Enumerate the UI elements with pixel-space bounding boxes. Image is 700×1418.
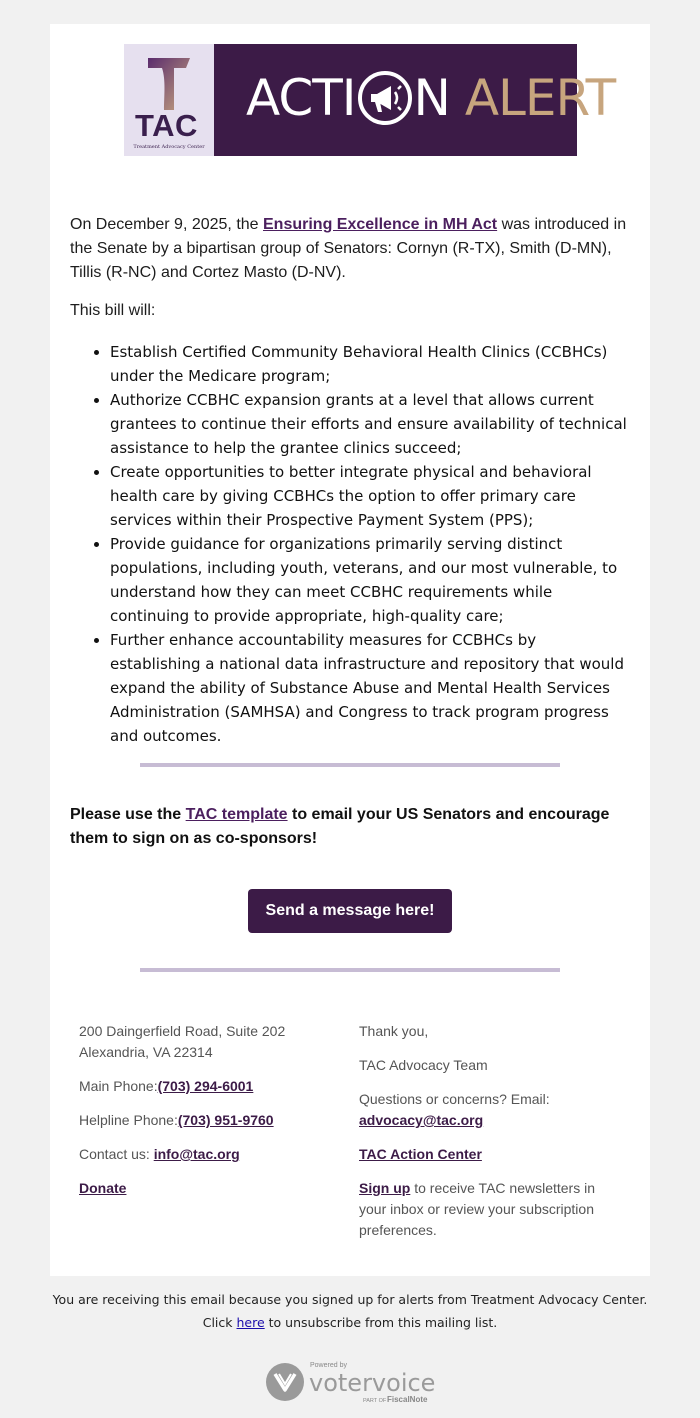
tac-t-logo-icon [146, 56, 192, 112]
cta-text-start: Please use the [70, 806, 186, 823]
donate-link[interactable]: Donate [79, 1180, 127, 1196]
list-item: • Provide guidance for organizations primarily serving distinct populations, including youth, veterans, and our most vulnerable, to understand how they can meet CCBHC requirements while continuing to provide appropriate, high-quality care; [110, 532, 630, 628]
subscription-notice: You are receiving this email because you signed up for alerts from Treatment Advocacy Center. [52, 1292, 648, 1307]
advocacy-email-link[interactable]: advocacy@tac.org [359, 1112, 484, 1128]
votervoice-logo [265, 1358, 440, 1408]
unsubscribe-link[interactable]: here [236, 1315, 265, 1330]
contact-us [79, 1144, 329, 1165]
signup-rest: to receive TAC newsletters in your inbox or review your subscription preferences. [359, 1180, 595, 1238]
main-phone-label: Main Phone: [79, 1078, 158, 1094]
bill-provisions-list [70, 340, 630, 748]
intro-paragraph [70, 213, 635, 285]
main-phone-link[interactable]: (703) 294-6001 [157, 1078, 254, 1094]
megaphone-icon [357, 70, 413, 126]
tac-template-link[interactable]: TAC template [185, 806, 288, 823]
bill-will-heading: This bill will: [70, 302, 156, 319]
email-card [50, 24, 650, 1276]
action-alert-banner [124, 44, 616, 156]
list-item: • Further enhance accountability measures for CCBHCs by establishing a national data infrastructure and repository that would expand the ability of Substance Abuse and Mental Health Services Administration (SAMHSA) and Congress to track program progress and outcomes. [110, 628, 630, 748]
action-center-link[interactable]: TAC Action Center [359, 1146, 482, 1162]
footer-contact [79, 1021, 329, 1199]
signup-text [359, 1178, 614, 1241]
team-name: TAC Advocacy Team [359, 1057, 488, 1073]
unsubscribe-line [0, 1313, 700, 1333]
helpline-phone [79, 1110, 329, 1131]
footer-signoff [359, 1021, 614, 1241]
divider-top [140, 763, 560, 767]
address-line-1: 200 Daingerfield Road, Suite 202 [79, 1023, 286, 1039]
contact-email-link[interactable]: info@tac.org [153, 1146, 240, 1162]
list-item: • Create opportunities to better integrate physical and behavioral health care by giving CCBHCs the option to offer primary care services within their Prospective Payment System (PPS); [110, 460, 630, 532]
intro-text-start: On December 9, 2025, the [70, 216, 263, 233]
unsubscribe-text: to unsubscribe from this mailing list. [264, 1315, 498, 1330]
action-word-suffix: N [413, 69, 450, 127]
votervoice-brand: votervoice [309, 1369, 436, 1397]
votervoice-circle-icon [266, 1363, 304, 1401]
tac-logo-subtitle: Treatment Advocacy Center [133, 144, 205, 150]
call-to-action-text [70, 803, 630, 851]
part-of-text: PART OF [363, 1398, 387, 1404]
questions-text: Questions or concerns? Email: [359, 1091, 550, 1107]
intro-text-end: was introduced in the Senate by a bipartisan group of Senators: Cornyn (R-TX), Smith (D-MN), Tillis (R-NC) and Cortez Masto (D-NV). [70, 216, 627, 281]
fiscalnote-text: FiscalNote [387, 1395, 428, 1404]
helpline-label: Helpline Phone: [79, 1112, 178, 1128]
click-text: Click [202, 1315, 237, 1330]
main-phone [79, 1076, 329, 1097]
alert-word: ALERT [464, 69, 616, 127]
thank-you-text: Thank you, [359, 1023, 429, 1039]
list-item: • Authorize CCBHC expansion grants at a level that allows current grantees to continue their efforts and ensure availability of technical assistance to help the grantee clinics succeed; [110, 388, 630, 460]
address-line-2: Alexandria, VA 22314 [79, 1044, 213, 1060]
cta-text-end: to email your US Senators and encourage them to sign on as co-sponsors! [70, 806, 610, 847]
helpline-link[interactable]: (703) 951-9760 [177, 1112, 274, 1128]
powered-by-text: Powered by [310, 1362, 347, 1369]
divider-bottom [140, 968, 560, 972]
send-message-button[interactable]: Send a message here! [248, 889, 452, 933]
signup-link[interactable]: Sign up [359, 1180, 411, 1196]
list-item: • Establish Certified Community Behavioral Health Clinics (CCBHCs) under the Medicare program; [110, 340, 630, 388]
contact-label: Contact us: [79, 1146, 154, 1162]
tac-logo-text: TAC [135, 108, 198, 143]
tac-logo [124, 44, 214, 156]
action-word: ACTI [246, 69, 356, 127]
mh-act-link[interactable]: Ensuring Excellence in MH Act [263, 216, 498, 233]
action-alert-title [214, 44, 616, 156]
